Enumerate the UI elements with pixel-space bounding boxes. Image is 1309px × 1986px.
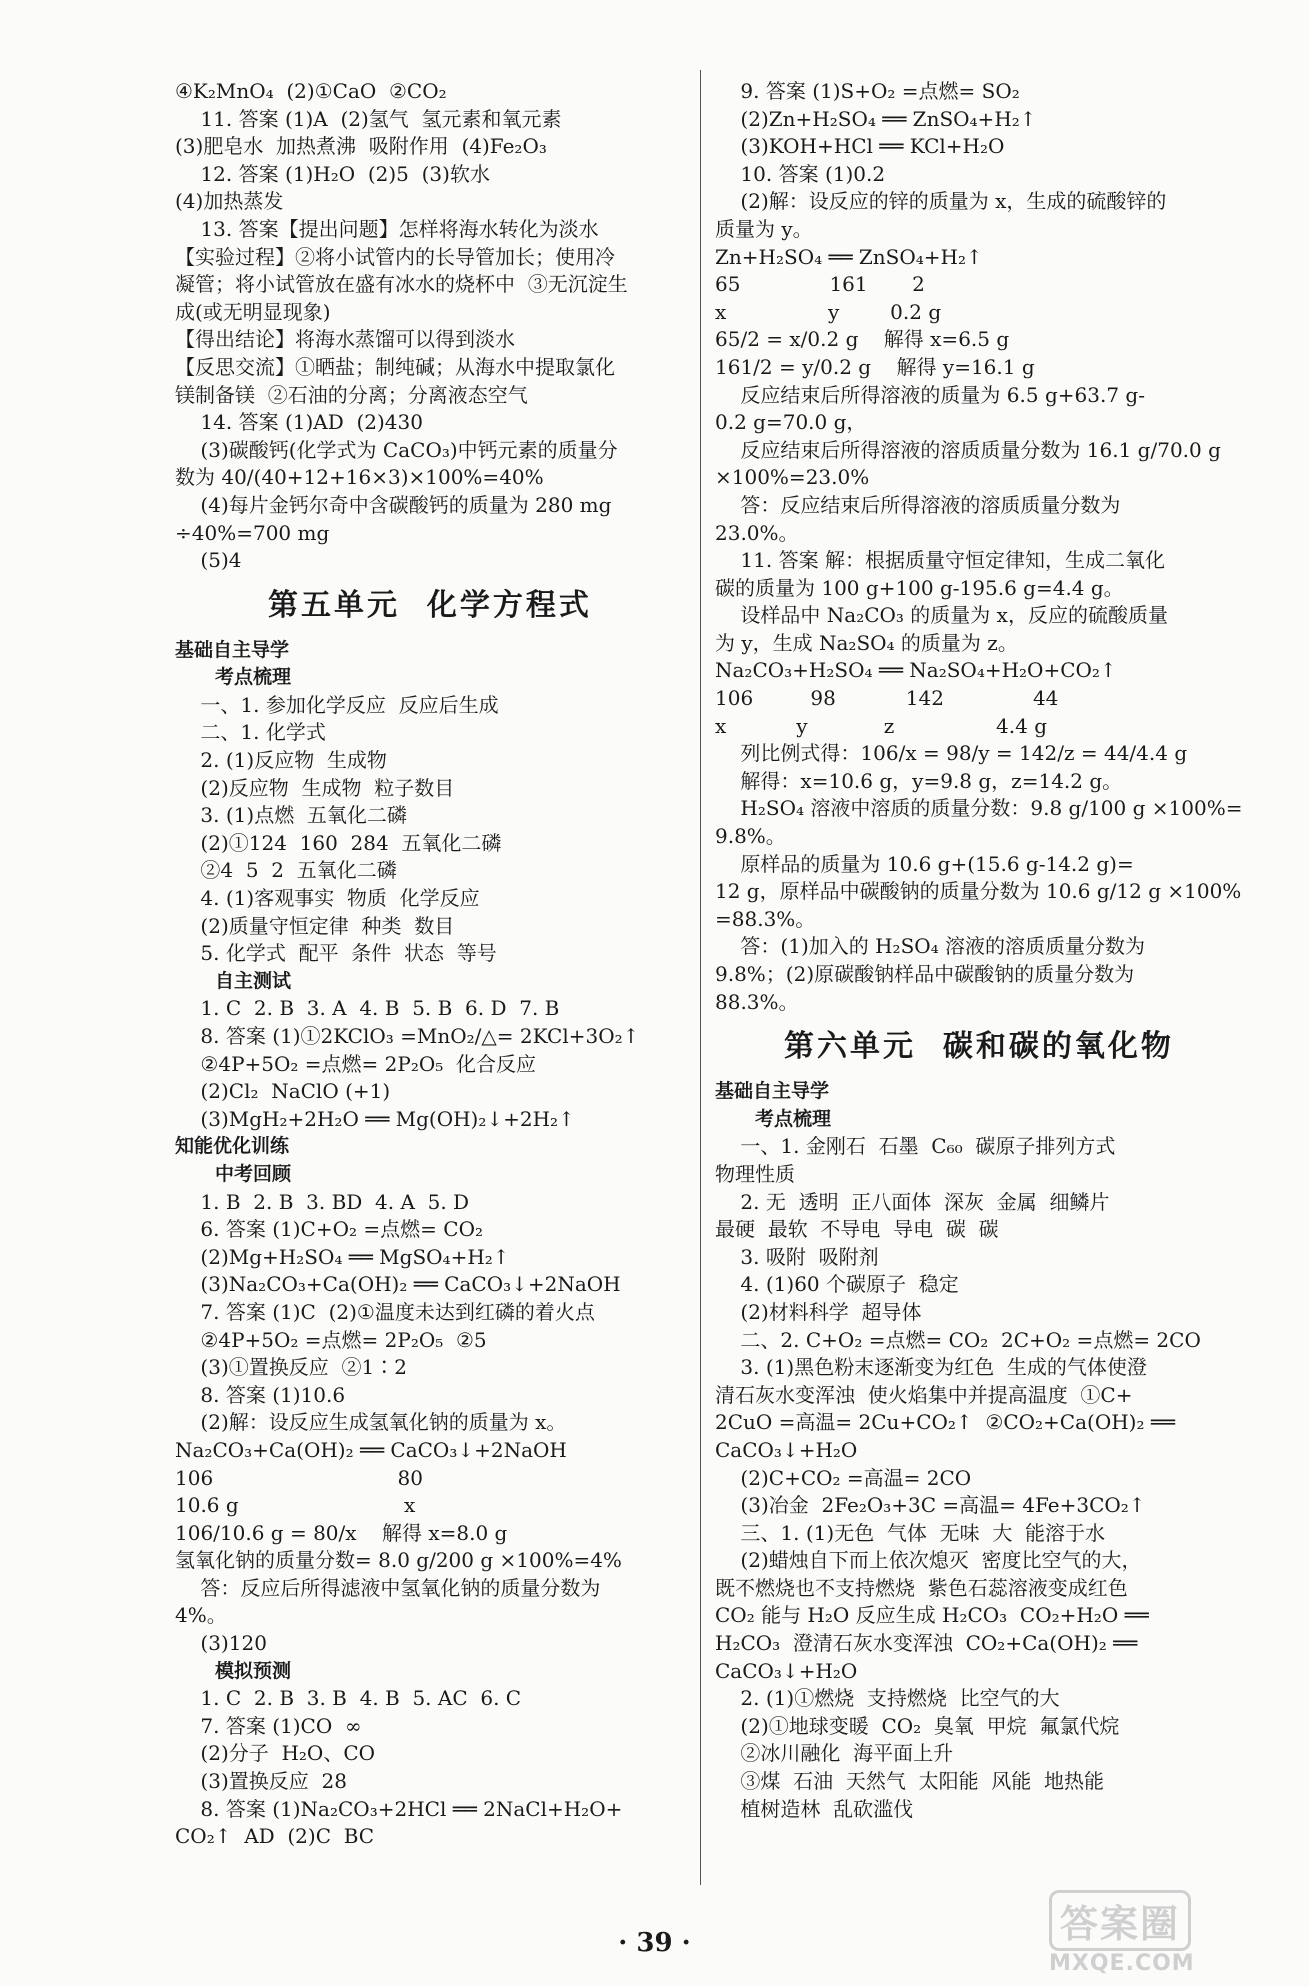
text-line: 4. (1)60 个碳原子 稳定 <box>715 1272 959 1297</box>
text-line: 11. 答案 (1)A (2)氢气 氢元素和氧元素 <box>175 106 562 131</box>
text-line: (2)反应物 生成物 粒子数目 <box>175 775 455 800</box>
text-line: 3. (1)点燃 五氧化二磷 <box>175 803 407 828</box>
text-line: (2)分子 H₂O、CO <box>175 1741 376 1766</box>
text-line: (2)①地球变暖 CO₂ 臭氧 甲烷 氟氯代烷 <box>715 1713 1120 1738</box>
watermark-logo: 答案圈 <box>1049 1890 1191 1951</box>
text-line: (3)肥皂水 加热煮沸 吸附作用 (4)Fe₂O₃ <box>175 134 547 159</box>
text-line: (3)置换反应 28 <box>175 1769 347 1794</box>
text-line: CaCO₃↓+H₂O <box>715 1658 858 1683</box>
text-line: ②冰川融化 海平面上升 <box>715 1741 954 1766</box>
text-line: 成(或无明显现象) <box>175 299 331 324</box>
text-line: 12. 答案 (1)H₂O (2)5 (3)软水 <box>175 161 490 186</box>
text-line: 0.2 g=70.0 g， <box>715 410 867 435</box>
subsection-heading: 模拟预测 <box>215 1659 292 1682</box>
text-line: 解得：x=10.6 g，y=9.8 g，z=14.2 g。 <box>715 768 1123 793</box>
text-line: (3)冶金 2Fe₂O₃+3C =高温= 4Fe+3CO₂↑ <box>715 1493 1146 1518</box>
text-line: Na₂CO₃+Ca(OH)₂ ══ CaCO₃↓+2NaOH <box>175 1437 567 1462</box>
text-line: (5)4 <box>175 548 242 573</box>
text-line: 镁制备镁 ②石油的分离；分离液态空气 <box>175 382 528 407</box>
text-line: (2)质量守恒定律 种类 数目 <box>175 913 455 938</box>
text-line: 2. (1)反应物 生成物 <box>175 748 387 773</box>
text-line: (2)Cl₂ NaClO (+1) <box>175 1079 391 1104</box>
page-number: · 39 · <box>618 1928 691 1958</box>
text-line: 物理性质 <box>715 1161 795 1186</box>
text-line: (3)MgH₂+2H₂O ══ Mg(OH)₂↓+2H₂↑ <box>175 1106 575 1131</box>
text-line: 65 161 2 <box>715 272 925 297</box>
section-heading: 基础自主导学 <box>175 638 290 661</box>
text-line: 【反思交流】①晒盐；制纯碱；从海水中提取氯化 <box>175 354 615 379</box>
text-line: 凝管；将小试管放在盛有冰水的烧杯中 ③无沉淀生 <box>175 272 628 297</box>
watermark-url: MXQE.COM <box>1049 1951 1195 1976</box>
text-line: 23.0%。 <box>715 520 799 545</box>
text-line: =88.3%。 <box>715 906 816 931</box>
text-line: 2. (1)①燃烧 支持燃烧 比空气的大 <box>715 1686 1060 1711</box>
text-line: 4. (1)客观事实 物质 化学反应 <box>175 886 480 911</box>
text-line: 二、1. 化学式 <box>175 720 326 745</box>
text-line: (3)①置换反应 ②1∶2 <box>175 1355 407 1380</box>
text-line: 7. 答案 (1)C (2)①温度未达到红磷的着火点 <box>175 1299 595 1324</box>
text-line: 4%。 <box>175 1603 227 1628</box>
text-line: ④K₂MnO₄ (2)①CaO ②CO₂ <box>175 79 447 103</box>
text-line: Na₂CO₃+H₂SO₄ ══ Na₂SO₄+H₂O+CO₂↑ <box>715 658 1117 683</box>
text-line: 原样品的质量为 10.6 g+(15.6 g-14.2 g)= <box>715 851 1134 876</box>
text-line: 清石灰水变浑浊 使火焰集中并提高温度 ①C+ <box>715 1382 1133 1407</box>
text-line: (3)120 <box>175 1631 267 1656</box>
text-line: 答：反应结束后所得溶液的溶质质量分数为 <box>715 492 1121 517</box>
text-line: 9.8%。 <box>715 824 786 849</box>
text-line: 106/10.6 g = 80/x 解得 x=8.0 g <box>175 1520 508 1545</box>
text-line: H₂SO₄ 溶液中溶质的质量分数：9.8 g/100 g ×100%= <box>715 796 1243 821</box>
text-line: CO₂ 能与 H₂O 反应生成 H₂CO₃ CO₂+H₂O ══ <box>715 1603 1149 1628</box>
text-line: 最硬 最软 不导电 导电 碳 碳 <box>715 1217 999 1242</box>
text-line: 列比例式得：106/x = 98/y = 142/z = 44/4.4 g <box>715 741 1188 766</box>
text-line: 11. 答案 解：根据质量守恒定律知，生成二氧化 <box>715 548 1165 573</box>
text-line: (2)蜡烛自下而上依次熄灭 密度比空气的大， <box>715 1548 1142 1573</box>
text-line: 12 g，原样品中碳酸钠的质量分数为 10.6 g/12 g ×100% <box>715 879 1242 904</box>
text-line: 氢氧化钠的质量分数= 8.0 g/200 g ×100%=4% <box>175 1548 622 1573</box>
text-line: 二、2. C+O₂ =点燃= CO₂ 2C+O₂ =点燃= 2CO <box>715 1327 1201 1352</box>
text-line: ③煤 石油 天然气 太阳能 风能 地热能 <box>715 1769 1105 1794</box>
column-divider <box>700 70 701 1885</box>
text-line: 106 80 <box>175 1465 423 1490</box>
text-line: H₂CO₃ 澄清石灰水变浑浊 CO₂+Ca(OH)₂ ══ <box>715 1631 1138 1656</box>
text-line: ②4 5 2 五氧化二磷 <box>175 858 397 883</box>
text-line: 1. C 2. B 3. B 4. B 5. AC 6. C <box>175 1686 522 1711</box>
text-line: (2)C+CO₂ =高温= 2CO <box>715 1465 972 1490</box>
left-column <box>175 78 685 1851</box>
watermark <box>1049 1890 1279 1976</box>
text-line: (2)①124 160 284 五氧化二磷 <box>175 830 502 855</box>
text-line: 9. 答案 (1)S+O₂ =点燃= SO₂ <box>715 79 1020 103</box>
text-line: 反应结束后所得溶液的质量为 6.5 g+63.7 g- <box>715 382 1145 407</box>
text-line: ②4P+5O₂ =点燃= 2P₂O₅ 化合反应 <box>175 1051 536 1076</box>
text-line: 7. 答案 (1)CO ∞ <box>175 1713 362 1738</box>
subsection-heading: 考点梳理 <box>755 1107 832 1130</box>
text-line: 一、1. 金刚石 石墨 C₆₀ 碳原子排列方式 <box>715 1134 1116 1159</box>
text-line: x y z 4.4 g <box>715 713 1048 738</box>
text-line: 2CuO =高温= 2Cu+CO₂↑ ②CO₂+Ca(OH)₂ ══ <box>715 1410 1175 1435</box>
unit-title: 第六单元 碳和碳的氧化物 <box>784 1029 1174 1065</box>
section-heading: 基础自主导学 <box>715 1080 830 1103</box>
text-line: 10.6 g x <box>175 1493 416 1518</box>
text-line: (2)解：设反应的锌的质量为 x，生成的硫酸锌的 <box>715 189 1167 214</box>
text-line: 8. 答案 (1)10.6 <box>175 1382 346 1407</box>
text-line: 13. 答案【提出问题】怎样将海水转化为淡水 <box>175 216 599 241</box>
text-line: 10. 答案 (1)0.2 <box>715 161 886 186</box>
text-line: (3)KOH+HCl ══ KCl+H₂O <box>715 134 1005 159</box>
text-line: 8. 答案 (1)①2KClO₃ =MnO₂/△= 2KCl+3O₂↑ <box>175 1024 640 1048</box>
text-line: Zn+H₂SO₄ ══ ZnSO₄+H₂↑ <box>715 244 983 269</box>
text-line: 8. 答案 (1)Na₂CO₃+2HCl ══ 2NaCl+H₂O+ <box>175 1796 623 1821</box>
text-line: 2. 无 透明 正八面体 深灰 金属 细鳞片 <box>715 1189 1110 1214</box>
text-line: 65/2 = x/0.2 g 解得 x=6.5 g <box>715 327 1010 352</box>
text-line: (2)Zn+H₂SO₄ ══ ZnSO₄+H₂↑ <box>715 106 1037 131</box>
section-heading: 知能优化训练 <box>175 1135 290 1158</box>
text-line: 为 y，生成 Na₂SO₄ 的质量为 z。 <box>715 630 1018 655</box>
text-line: ÷40%=700 mg <box>175 520 330 545</box>
right-column <box>715 78 1243 1823</box>
text-line: 106 98 142 44 <box>715 686 1059 711</box>
text-line: 1. C 2. B 3. A 4. B 5. B 6. D 7. B <box>175 996 560 1021</box>
text-line: ×100%=23.0% <box>715 465 870 490</box>
text-line: ②4P+5O₂ =点燃= 2P₂O₅ ②5 <box>175 1327 487 1352</box>
text-line: 5. 化学式 配平 条件 状态 等号 <box>175 941 497 966</box>
text-line: 三、1. (1)无色 气体 无味 大 能溶于水 <box>715 1520 1106 1545</box>
subsection-heading: 中考回顾 <box>215 1162 292 1185</box>
text-line: 数为 40/(40+12+16×3)×100%=40% <box>175 465 544 490</box>
text-line: 14. 答案 (1)AD (2)430 <box>175 410 423 435</box>
text-line: 161/2 = y/0.2 g 解得 y=16.1 g <box>715 354 1035 379</box>
text-line: (3)碳酸钙(化学式为 CaCO₃)中钙元素的质量分 <box>175 437 618 462</box>
subsection-heading: 自主测试 <box>215 969 292 992</box>
text-line: 1. B 2. B 3. BD 4. A 5. D <box>175 1189 470 1214</box>
text-line: 【得出结论】将海水蒸馏可以得到淡水 <box>175 327 515 352</box>
text-line: (2)材料科学 超导体 <box>715 1299 922 1324</box>
text-line: 反应结束后所得溶液的溶质质量分数为 16.1 g/70.0 g <box>715 437 1221 462</box>
text-line: x y 0.2 g <box>715 299 942 324</box>
text-line: 植树造林 乱砍滥伐 <box>715 1796 914 1821</box>
subsection-heading: 考点梳理 <box>215 666 292 689</box>
text-line: 碳的质量为 100 g+100 g-195.6 g=4.4 g。 <box>715 575 1124 600</box>
text-line: 9.8%；(2)原碳酸钠样品中碳酸钠的质量分数为 <box>715 962 1135 986</box>
text-line: 既不燃烧也不支持燃烧 紫色石蕊溶液变成红色 <box>715 1575 1128 1600</box>
text-line: 一、1. 参加化学反应 反应后生成 <box>175 692 499 717</box>
text-line: 答：(1)加入的 H₂SO₄ 溶液的溶质质量分数为 <box>715 934 1146 959</box>
text-line: (4)加热蒸发 <box>175 189 284 214</box>
text-line: (4)每片金钙尔奇中含碳酸钙的质量为 280 mg <box>175 492 612 517</box>
text-line: CaCO₃↓+H₂O <box>715 1437 858 1462</box>
text-line: 设样品中 Na₂CO₃ 的质量为 x，反应的硫酸质量 <box>715 603 1168 628</box>
text-line: (2)Mg+H₂SO₄ ══ MgSO₄+H₂↑ <box>175 1244 510 1269</box>
text-line: 3. 吸附 吸附剂 <box>715 1244 879 1269</box>
text-line: 答：反应后所得滤液中氢氧化钠的质量分数为 <box>175 1575 601 1600</box>
text-line: 88.3%。 <box>715 989 799 1014</box>
text-line: (2)解：设反应生成氢氧化钠的质量为 x。 <box>175 1410 567 1435</box>
text-line: 质量为 y。 <box>715 216 813 241</box>
text-line: CO₂↑ AD (2)C BC <box>175 1824 375 1849</box>
text-line: 6. 答案 (1)C+O₂ =点燃= CO₂ <box>175 1217 483 1242</box>
text-line: 3. (1)黑色粉末逐渐变为红色 生成的气体使澄 <box>715 1355 1147 1380</box>
unit-title: 第五单元 化学方程式 <box>268 587 592 623</box>
text-line: (3)Na₂CO₃+Ca(OH)₂ ══ CaCO₃↓+2NaOH <box>175 1272 621 1297</box>
text-line: 【实验过程】②将小试管内的长导管加长；使用冷 <box>175 244 615 269</box>
